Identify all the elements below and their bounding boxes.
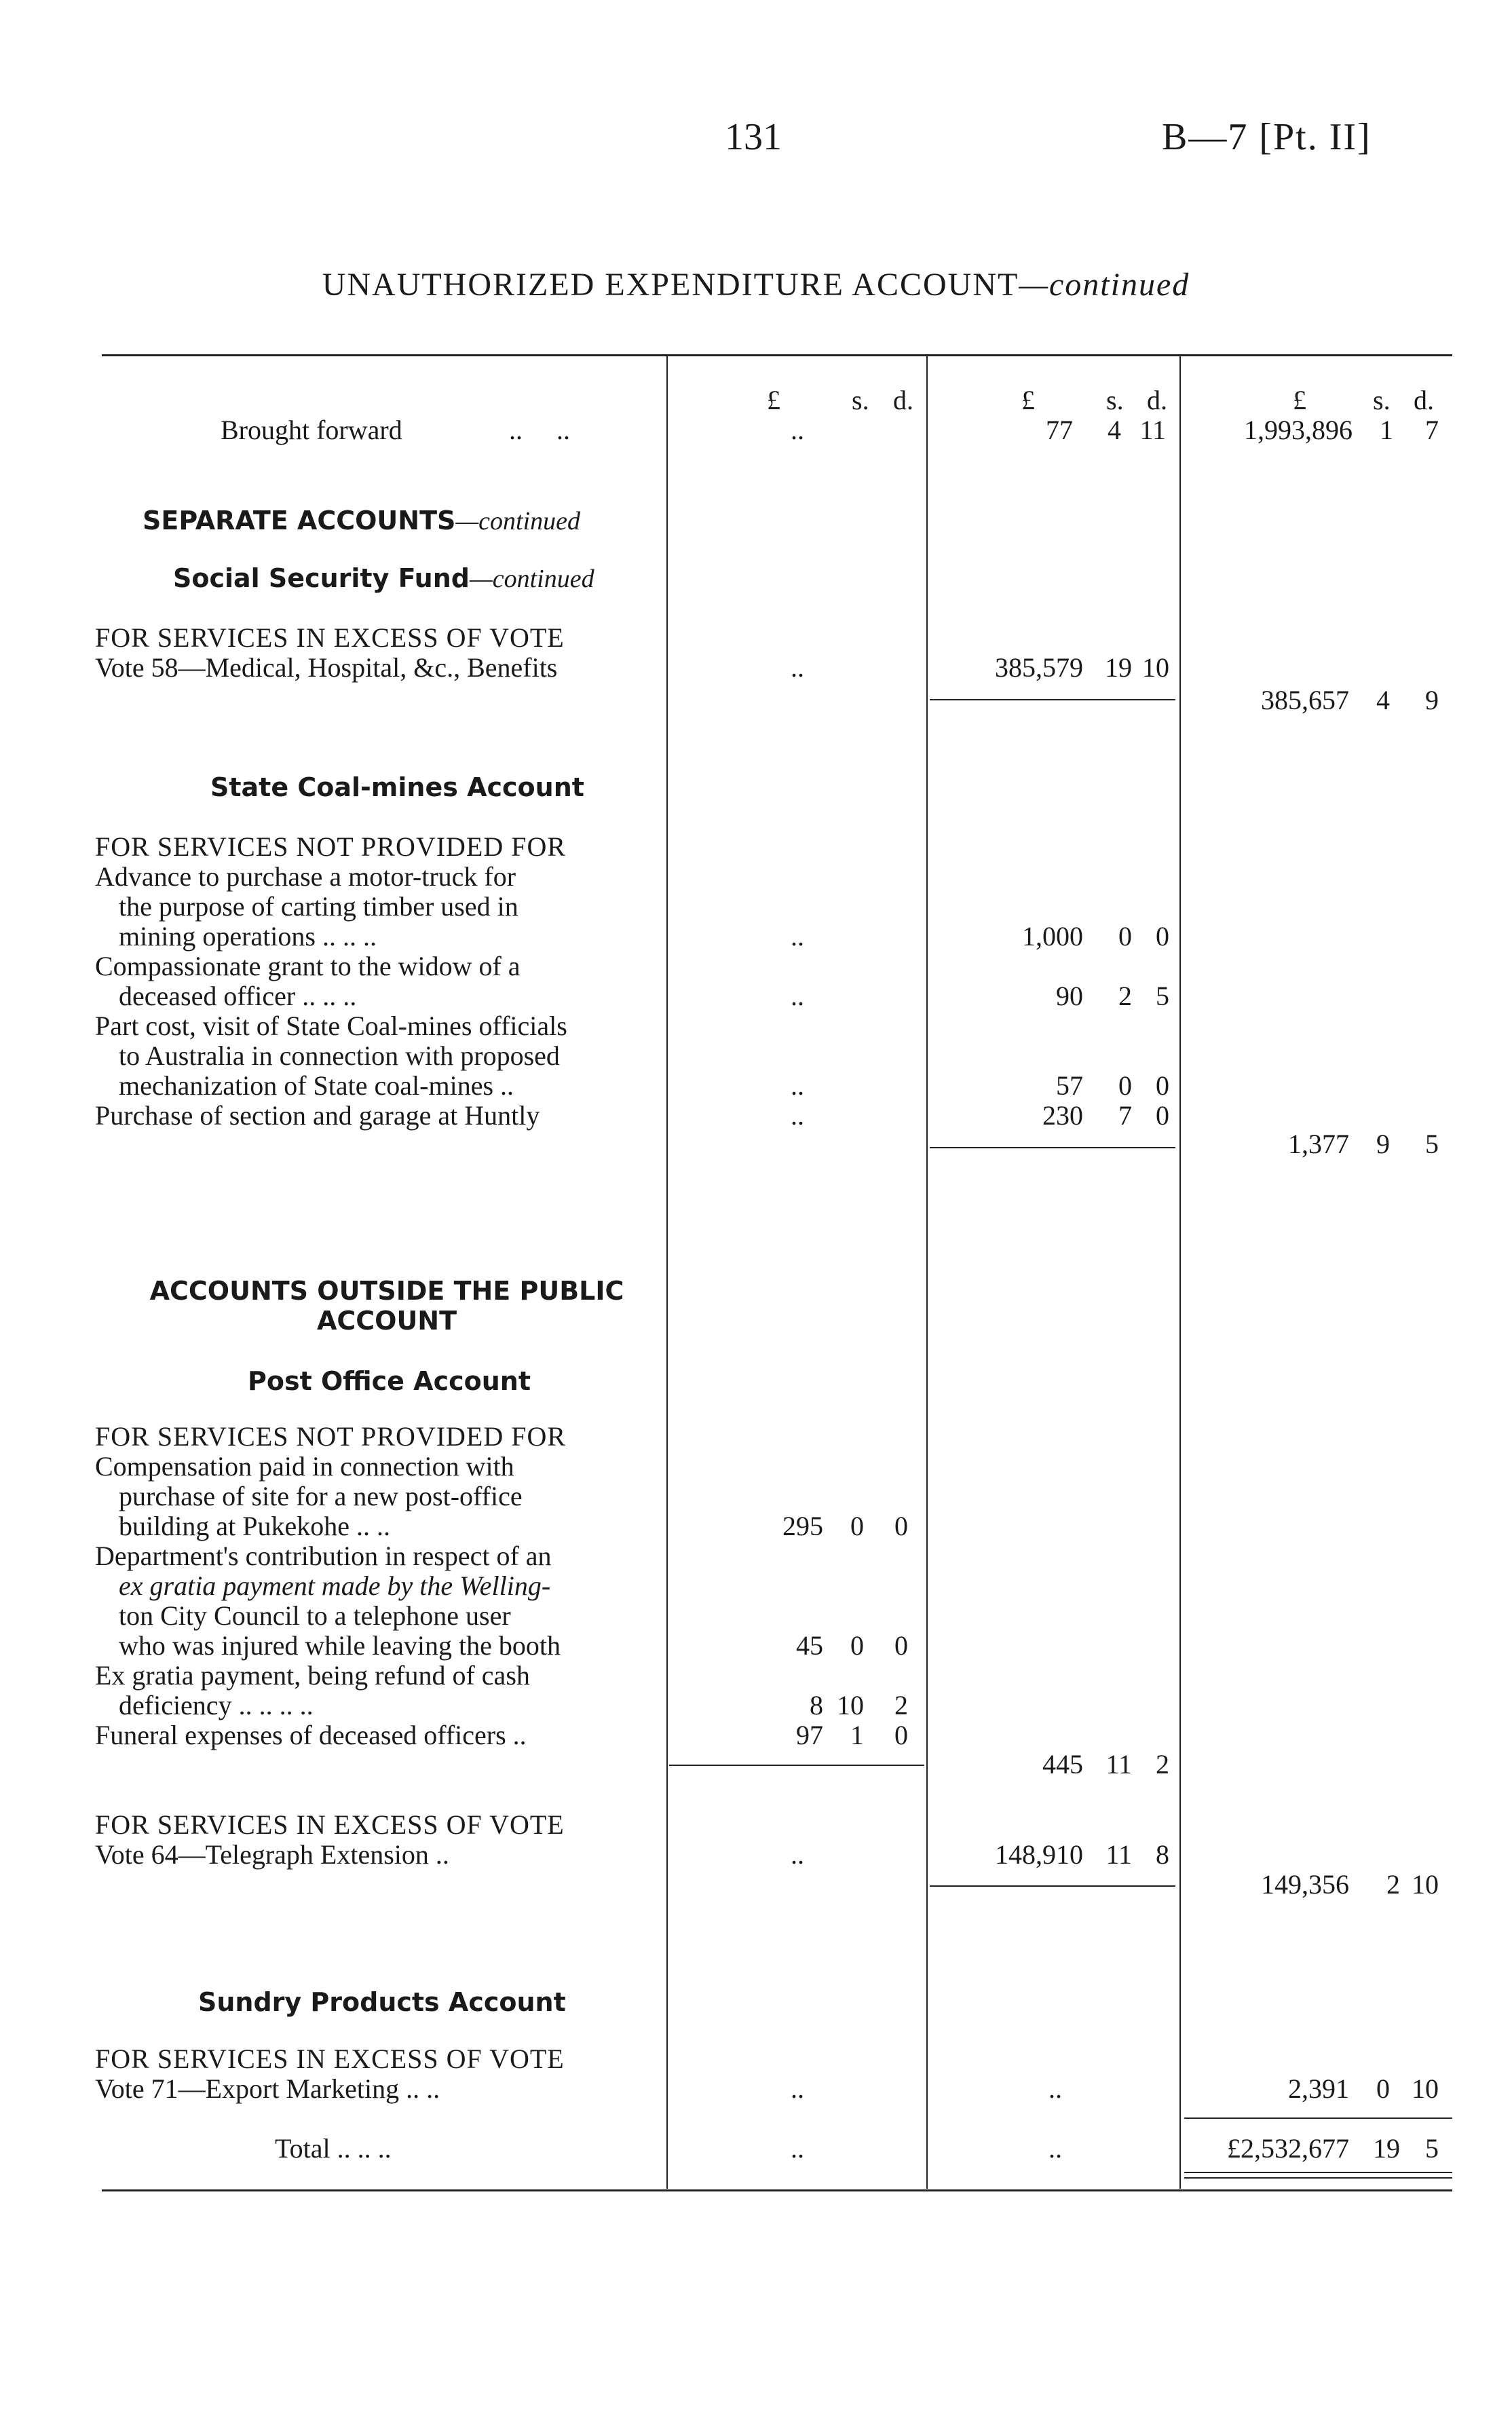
column-divider-3 xyxy=(1179,356,1181,2189)
page-title xyxy=(0,266,1512,303)
grand-total-pence: 5 xyxy=(1425,2133,1439,2164)
double-rule-bottom xyxy=(1184,2177,1452,2179)
col1-value: .. xyxy=(791,415,804,445)
pound-header: £ xyxy=(1293,385,1306,415)
bottom-rule xyxy=(102,2189,1452,2191)
item-pence: 0 xyxy=(894,1630,908,1661)
social-security-heading xyxy=(173,563,594,594)
vote-71-col1: .. xyxy=(791,2073,804,2104)
item-line: the purpose of carting timber used in xyxy=(119,891,518,922)
vote-71-total-pence: 10 xyxy=(1412,2073,1439,2104)
item-shillings: 10 xyxy=(837,1690,864,1720)
grand-total-shillings: 19 xyxy=(1373,2133,1400,2164)
social-security-total-shillings: 4 xyxy=(1376,685,1390,715)
post-office-subtotal-rule xyxy=(930,1885,1175,1887)
item-pence: 0 xyxy=(1156,1070,1169,1101)
grand-total-label: Total .. .. .. xyxy=(275,2133,392,2164)
coal-mines-total-shillings: 9 xyxy=(1376,1129,1390,1159)
post-office-heading: Post Office Account xyxy=(248,1366,531,1396)
item-pounds: 57 xyxy=(1056,1070,1083,1101)
social-security-subtotal-rule xyxy=(930,699,1175,700)
coal-mines-subheading: FOR SERVICES NOT PROVIDED FOR xyxy=(95,831,567,862)
column-divider-2 xyxy=(926,356,928,2189)
post-office-subheading: FOR SERVICES NOT PROVIDED FOR xyxy=(95,1421,567,1452)
item-line: Part cost, visit of State Coal-mines officials xyxy=(95,1011,567,1041)
grand-total-pounds: £2,532,677 xyxy=(1227,2133,1349,2164)
coal-mines-total-pounds: 1,377 xyxy=(1288,1129,1349,1159)
heading-suffix: —continued xyxy=(469,565,594,593)
post-office-subtotal-pence: 2 xyxy=(1156,1749,1169,1780)
item-line: Purchase of section and garage at Huntly xyxy=(95,1100,540,1131)
shilling-header: s. xyxy=(1106,385,1124,415)
vote-64-col1: .. xyxy=(791,1839,804,1870)
item-line: mining operations .. .. .. xyxy=(119,921,377,952)
item-pounds: 230 xyxy=(1042,1100,1083,1131)
shilling-header: s. xyxy=(1373,385,1391,415)
col2-pounds: 77 xyxy=(1046,415,1073,445)
post-office-subtotal-shillings: 11 xyxy=(1105,1749,1132,1780)
vote-58-col1: .. xyxy=(791,652,804,683)
vote-58-shillings: 19 xyxy=(1105,652,1132,683)
item-col1: .. xyxy=(791,1070,804,1101)
item-shillings: 0 xyxy=(850,1630,864,1661)
item-shillings: 0 xyxy=(1118,921,1132,952)
pre-total-rule xyxy=(1184,2117,1452,2119)
item-pounds: 90 xyxy=(1056,981,1083,1011)
item-pence: 0 xyxy=(1156,1100,1169,1131)
item-line: building at Pukekohe .. .. xyxy=(119,1511,390,1541)
item-line: deficiency .. .. .. .. xyxy=(119,1690,314,1720)
vote-64-shillings: 11 xyxy=(1105,1839,1132,1870)
item-line: to Australia in connection with proposed xyxy=(119,1040,560,1071)
item-pence: 2 xyxy=(894,1690,908,1720)
brought-forward-label: Brought forward xyxy=(221,415,402,445)
vote-71-total-pounds: 2,391 xyxy=(1288,2073,1349,2104)
item-line: Funeral expenses of deceased officers .. xyxy=(95,1720,527,1750)
coal-mines-subtotal-rule xyxy=(930,1147,1175,1148)
pound-header: £ xyxy=(1021,385,1035,415)
item-pounds: 8 xyxy=(810,1690,823,1720)
item-pence: 5 xyxy=(1156,981,1169,1011)
item-shillings: 0 xyxy=(850,1511,864,1541)
vote-64-pence: 8 xyxy=(1156,1839,1169,1870)
item-pence: 0 xyxy=(894,1511,908,1541)
pence-header: d. xyxy=(1147,385,1167,415)
item-shillings: 7 xyxy=(1118,1100,1132,1131)
col3-pounds: 1,993,896 xyxy=(1244,415,1353,445)
item-line: Ex gratia payment, being refund of cash xyxy=(95,1660,530,1691)
grand-total-col1: .. xyxy=(791,2133,804,2164)
sundry-products-subheading: FOR SERVICES IN EXCESS OF VOTE xyxy=(95,2044,565,2074)
item-shillings: 1 xyxy=(850,1720,864,1750)
col2-pence: 11 xyxy=(1139,415,1166,445)
vote-71-item: Vote 71—Export Marketing .. .. xyxy=(95,2073,440,2104)
post-office-total-shillings: 2 xyxy=(1386,1869,1400,1900)
vote-58-item: Vote 58—Medical, Hospital, &c., Benefits xyxy=(95,652,558,683)
post-office-total-pence: 10 xyxy=(1412,1869,1439,1900)
vote-58-pence: 10 xyxy=(1142,652,1169,683)
social-security-total-pence: 9 xyxy=(1425,685,1439,715)
item-col1: .. xyxy=(791,921,804,952)
vote-71-total-shillings: 0 xyxy=(1376,2073,1390,2104)
pound-header: £ xyxy=(767,385,780,415)
outside-accounts-heading xyxy=(122,1276,651,1336)
item-line: Department's contribution in respect of an xyxy=(95,1541,552,1571)
post-office-subtotal-pounds: 445 xyxy=(1042,1749,1083,1780)
shilling-header: s. xyxy=(852,385,869,415)
item-line: Compensation paid in connection with xyxy=(95,1451,514,1482)
pence-header: d. xyxy=(893,385,913,415)
page-number: 131 xyxy=(725,116,782,158)
item-pounds: 97 xyxy=(796,1720,823,1750)
item-line: who was injured while leaving the booth xyxy=(119,1630,561,1661)
item-shillings: 2 xyxy=(1118,981,1132,1011)
item-pence: 0 xyxy=(894,1720,908,1750)
vote-64-pounds: 148,910 xyxy=(995,1839,1083,1870)
col2-shillings: 4 xyxy=(1108,415,1121,445)
coal-mines-total-pence: 5 xyxy=(1425,1129,1439,1159)
grand-total-col2: .. xyxy=(1048,2133,1062,2164)
column-divider-1 xyxy=(666,356,668,2189)
heading-text: SEPARATE ACCOUNTS xyxy=(143,506,456,535)
item-pounds: 45 xyxy=(796,1630,823,1661)
item-line: mechanization of State coal-mines .. xyxy=(119,1070,514,1101)
sundry-products-heading: Sundry Products Account xyxy=(198,1987,566,2017)
item-pounds: 1,000 xyxy=(1022,921,1083,952)
col3-shillings: 1 xyxy=(1380,415,1393,445)
coal-mines-heading: State Coal-mines Account xyxy=(210,772,584,802)
page-title-suffix: —continued xyxy=(1019,267,1190,303)
heading-line-2: ACCOUNT xyxy=(316,1306,457,1336)
heading-text: Social Security Fund xyxy=(173,563,470,593)
item-line: ex gratia payment made by the Welling- xyxy=(119,1570,551,1601)
item-line: ton City Council to a telephone user xyxy=(119,1600,511,1631)
vote-71-col2: .. xyxy=(1048,2073,1062,2104)
item-col1: .. xyxy=(791,981,804,1011)
separate-accounts-heading xyxy=(143,506,580,536)
social-security-subheading: FOR SERVICES IN EXCESS OF VOTE xyxy=(95,622,565,653)
top-rule xyxy=(102,354,1452,356)
document-reference: B—7 [Pt. II] xyxy=(1162,116,1372,158)
post-office-total-pounds: 149,356 xyxy=(1261,1869,1349,1900)
double-rule-top xyxy=(1184,2172,1452,2173)
item-line: deceased officer .. .. .. xyxy=(119,981,357,1011)
item-line: purchase of site for a new post-office xyxy=(119,1481,523,1511)
item-col1: .. xyxy=(791,1100,804,1131)
post-office-excess-heading: FOR SERVICES IN EXCESS OF VOTE xyxy=(95,1809,565,1840)
col3-pence: 7 xyxy=(1425,415,1439,445)
vote-58-pounds: 385,579 xyxy=(995,652,1083,683)
item-line: Compassionate grant to the widow of a xyxy=(95,951,521,981)
item-pence: 0 xyxy=(1156,921,1169,952)
heading-suffix: —continued xyxy=(455,507,581,535)
leader-dots: .. .. xyxy=(509,415,570,445)
vote-64-item: Vote 64—Telegraph Extension .. xyxy=(95,1839,449,1870)
item-shillings: 0 xyxy=(1118,1070,1132,1101)
heading-line-1: ACCOUNTS OUTSIDE THE PUBLIC xyxy=(149,1276,624,1306)
social-security-total-pounds: 385,657 xyxy=(1261,685,1349,715)
post-office-col1-rule xyxy=(669,1765,924,1766)
item-pounds: 295 xyxy=(782,1511,823,1541)
item-line: Advance to purchase a motor-truck for xyxy=(95,861,516,892)
pence-header: d. xyxy=(1414,385,1434,415)
page-title-main: UNAUTHORIZED EXPENDITURE ACCOUNT xyxy=(322,267,1019,303)
